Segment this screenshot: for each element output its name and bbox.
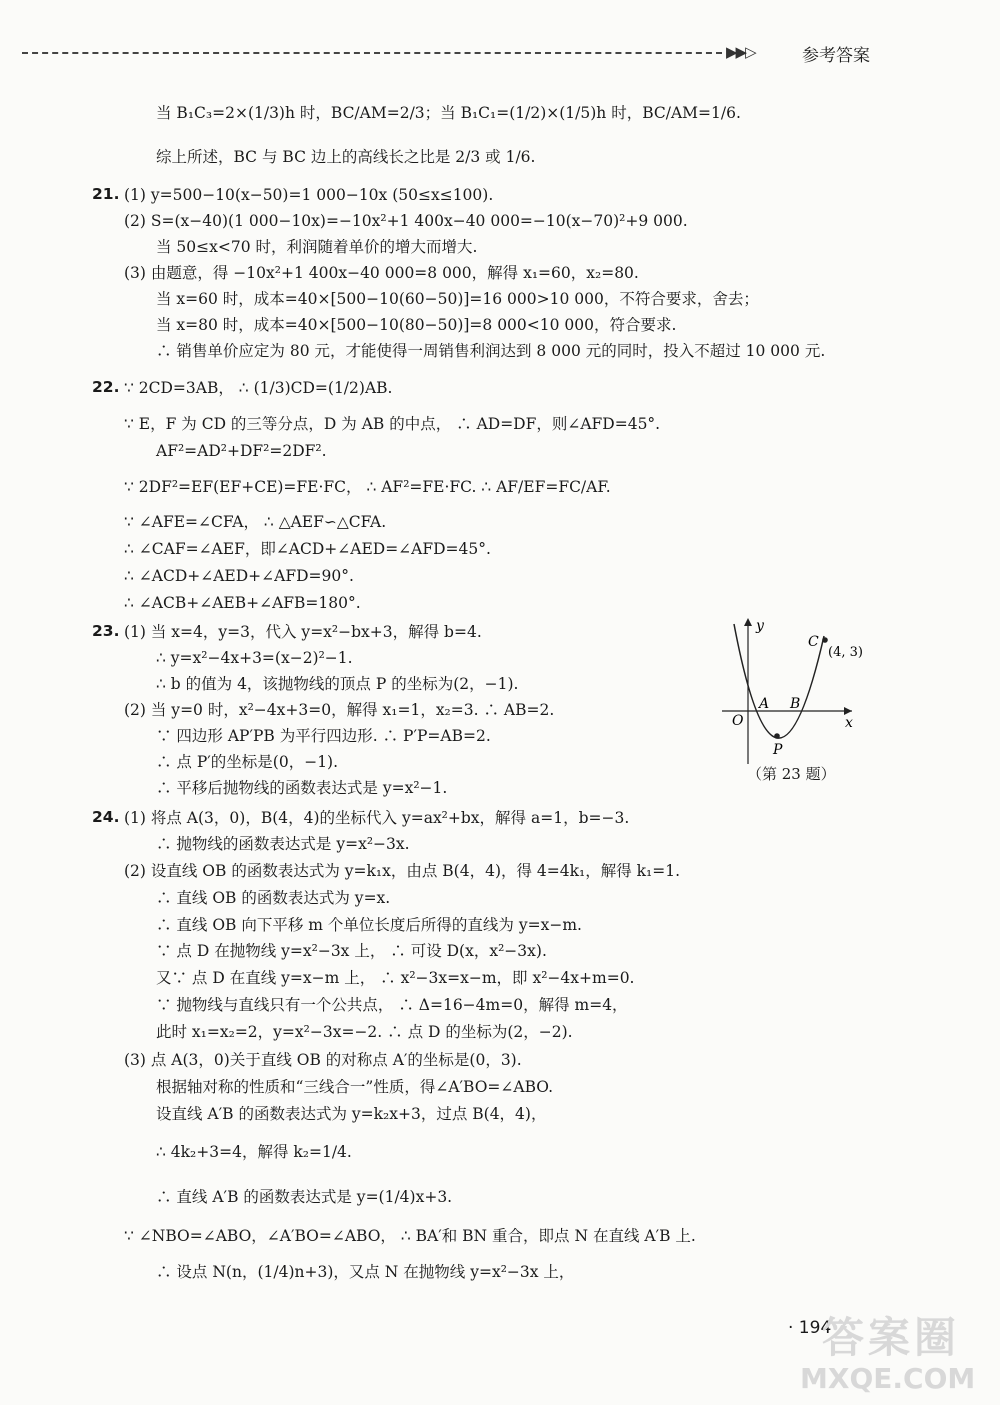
text-line: ∵ ∠NBO=∠ABO，∠A′BO=∠ABO， ∴ BA′和 BN 重合，即点 N 在直线 A′B 上. <box>124 1227 696 1245</box>
text-line: ∴ 直线 OB 的函数表达式为 y=x. <box>156 889 391 907</box>
header-dashed-rule <box>22 52 722 54</box>
vertex-point <box>774 733 780 739</box>
point-p-label: P <box>773 742 783 758</box>
text-line: ∴ 直线 OB 向下平移 m 个单位长度后所得的直线为 y=x−m. <box>156 916 582 934</box>
text-line: ∵ 2CD=3AB， ∴ (1/3)CD=(1/2)AB. <box>124 379 393 397</box>
point-c <box>822 637 828 643</box>
figure-caption: （第 23 题） <box>747 765 836 783</box>
text-line: 当 50≤x<70 时，利润随着单价的增大而增大. <box>156 238 478 256</box>
y-label: y <box>756 618 764 634</box>
text-line: 根据轴对称的性质和“三线合一”性质，得∠A′BO=∠ABO. <box>156 1078 554 1096</box>
text-line: ∴ 4k₂+3=4，解得 k₂=1/4. <box>156 1143 352 1161</box>
text-line: ∵ 点 D 在抛物线 y=x²−3x 上， ∴ 可设 D(x，x²−3x). <box>156 942 547 960</box>
text-line: ∴ 直线 A′B 的函数表达式是 y=(1/4)x+3. <box>156 1188 453 1206</box>
text-line: ∴ b 的值为 4，该抛物线的顶点 P 的坐标为(2，−1). <box>156 675 519 693</box>
text-line: 当 x=80 时，成本=40×[500−10(80−50)]=8 000<10 000，符合要求. <box>156 316 677 334</box>
problem-number-22: 22. <box>92 378 120 396</box>
text-line: ∴ 抛物线的函数表达式是 y=x²−3x. <box>156 835 410 853</box>
watermark-logo: 答案圈 <box>822 1313 961 1362</box>
text-line: ∴ ∠CAF=∠AEF，即∠ACD+∠AED=∠AFD=45°. <box>124 540 491 558</box>
text-line: ∴ ∠ACD+∠AED+∠AFD=90°. <box>124 567 354 585</box>
x-label: x <box>845 715 853 731</box>
point-c-coords: (4, 3) <box>828 645 863 660</box>
text-line: 又∵ 点 D 在直线 y=x−m 上， ∴ x²−3x=x−m，即 x²−4x+m=0. <box>156 969 635 987</box>
text-line: (3) 由题意，得 −10x²+1 400x−40 000=8 000，解得 x₁=60，x₂=80. <box>124 264 639 282</box>
text-line: 当 x=60 时，成本=40×[500−10(60−50)]=16 000>10 000，不符合要求，舍去； <box>156 290 759 308</box>
y-axis-arrow-icon <box>744 618 752 626</box>
page-number: · 194 <box>788 1318 832 1338</box>
text-line: (3) 点 A(3，0)关于直线 OB 的对称点 A′的坐标是(0，3). <box>124 1051 522 1069</box>
point-b-label: B <box>790 696 801 712</box>
problem-number-21: 21. <box>92 185 120 203</box>
problem-number-24: 24. <box>92 808 120 826</box>
x-axis-arrow-icon <box>844 707 852 715</box>
text-line: 设直线 A′B 的函数表达式为 y=k₂x+3，过点 B(4，4)， <box>156 1105 547 1123</box>
text-line: (1) 将点 A(3，0)，B(4，4)的坐标代入 y=ax²+bx，解得 a=1，b=−3. <box>124 809 630 827</box>
text-line: ∵ ∠AFE=∠CFA， ∴ △AEF∽△CFA. <box>124 513 387 531</box>
text-line: 当 B₁C₃=2×(1/3)h 时，BC/AM=2/3；当 B₁C₁=(1/2)×(1/5)h 时，BC/AM=1/6. <box>156 104 741 122</box>
text-line: ∴ 点 P′的坐标是(0，−1). <box>156 753 339 771</box>
origin-label: O <box>732 713 744 729</box>
text-line: ∴ 销售单价应定为 80 元，才能使得一周销售利润达到 8 000 元的同时，投入不超过 10 000 元. <box>156 342 826 360</box>
header-arrows-icon: ▶▶▷ <box>726 43 755 61</box>
parabola-figure <box>720 614 880 774</box>
watermark-url: MXQE.COM <box>800 1362 976 1395</box>
text-line: ∵ E，F 为 CD 的三等分点，D 为 AB 的中点， ∴ AD=DF，则∠AFD=45°. <box>124 415 661 433</box>
header-title: 参考答案 <box>802 46 870 66</box>
text-line: 此时 x₁=x₂=2，y=x²−3x=−2. ∴ 点 D 的坐标为(2，−2). <box>156 1023 573 1041</box>
text-line: ∵ 四边形 AP′PB 为平行四边形. ∴ P′P=AB=2. <box>156 727 491 745</box>
point-a-label: A <box>759 696 770 712</box>
text-line: ∵ 2DF²=EF(EF+CE)=FE·FC， ∴ AF²=FE·FC. ∴ AF/EF=FC/AF. <box>124 478 611 496</box>
text-line: AF²=AD²+DF²=2DF². <box>156 442 327 460</box>
problem-number-23: 23. <box>92 622 120 640</box>
text-line: (2) S=(x−40)(1 000−10x)=−10x²+1 400x−40 000=−10(x−70)²+9 000. <box>124 212 688 230</box>
text-line: ∴ ∠ACB+∠AEB+∠AFB=180°. <box>124 594 361 612</box>
text-line: 综上所述，BC 与 BC 边上的高线长之比是 2/3 或 1/6. <box>156 148 536 166</box>
text-line: ∴ y=x²−4x+3=(x−2)²−1. <box>156 649 353 667</box>
text-line: (2) 设直线 OB 的函数表达式为 y=k₁x，由点 B(4，4)，得 4=4k₁，解得 k₁=1. <box>124 862 681 880</box>
text-line: (2) 当 y=0 时，x²−4x+3=0，解得 x₁=1，x₂=3. ∴ AB=2. <box>124 701 555 719</box>
point-c-label: C <box>808 634 819 650</box>
text-line: ∴ 平移后抛物线的函数表达式是 y=x²−1. <box>156 779 448 797</box>
text-line: ∵ 抛物线与直线只有一个公共点， ∴ Δ=16−4m=0，解得 m=4， <box>156 996 628 1014</box>
text-line: (1) 当 x=4，y=3，代入 y=x²−bx+3，解得 b=4. <box>124 623 482 641</box>
text-line: (1) y=500−10(x−50)=1 000−10x (50≤x≤100). <box>124 186 494 204</box>
text-line: ∴ 设点 N(n，(1/4)n+3)，又点 N 在抛物线 y=x²−3x 上， <box>156 1263 575 1281</box>
